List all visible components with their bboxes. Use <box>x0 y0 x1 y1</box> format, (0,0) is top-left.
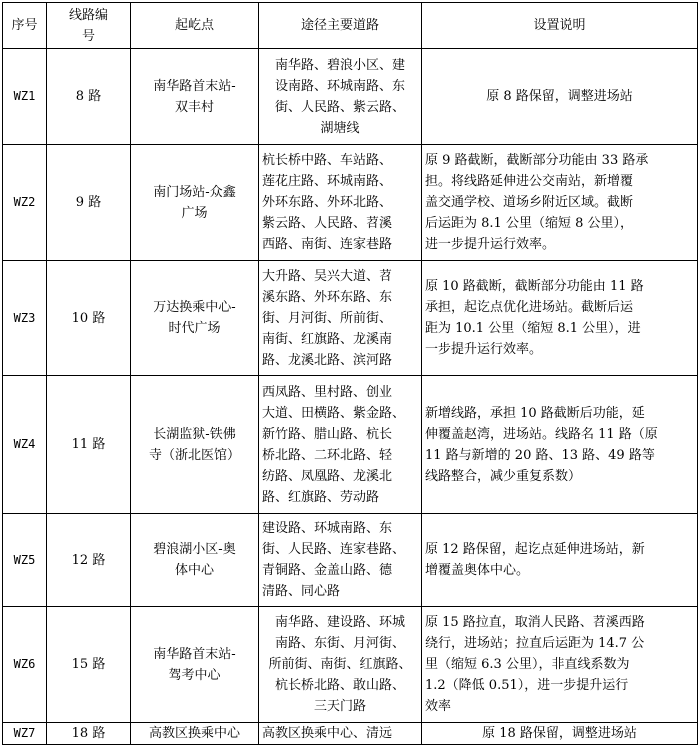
route-id: WZ7 <box>3 723 47 745</box>
route-id: WZ6 <box>3 607 47 723</box>
route-terminals: 南华路首末站- 双丰村 <box>131 49 259 145</box>
route-terminals: 万达换乘中心- 时代广场 <box>131 261 259 376</box>
route-note: 原 15 路拉直，取消人民路、苕溪西路 绕行，进场站；拉直后运距为 14.7 公 里（缩短 6.3 公里），非直线系数为 1.2（降低 0.51），进一步提升运行 效率 <box>422 607 698 723</box>
route-id: WZ3 <box>3 261 47 376</box>
header-row <box>3 3 698 49</box>
route-note: 原 8 路保留，调整进场站 <box>422 49 698 145</box>
route-id: WZ4 <box>3 376 47 514</box>
route-terminals: 碧浪湖小区-奥 体中心 <box>131 514 259 607</box>
header-id: 序号 <box>3 3 47 49</box>
table-row <box>3 145 698 261</box>
table-row <box>3 723 698 745</box>
table-row <box>3 607 698 723</box>
route-line: 15 路 <box>47 607 131 723</box>
route-id: WZ2 <box>3 145 47 261</box>
route-note: 原 10 路截断，截断部分功能由 11 路 承担，起讫点优化进场站。截断后运 距为 10.1 公里（缩短 8.1 公里），进 一步提升运行效率。 <box>422 261 698 376</box>
route-roads: 高教区换乘中心、清远 <box>259 723 422 745</box>
route-line: 18 路 <box>47 723 131 745</box>
route-roads: 杭长桥中路、车站路、 莲花庄路、环城南路、 外环东路、外环北路、 紫云路、人民路、苕溪 西路、南街、连家巷路 <box>259 145 422 261</box>
header-note: 设置说明 <box>422 3 698 49</box>
route-terminals: 南门场站-众鑫 广场 <box>131 145 259 261</box>
header-line: 线路编 号 <box>47 3 131 49</box>
route-note: 原 12 路保留，起讫点延伸进场站，新 增覆盖奥体中心。 <box>422 514 698 607</box>
route-id: WZ5 <box>3 514 47 607</box>
route-table <box>2 2 698 745</box>
table-row <box>3 49 698 145</box>
header-terminals: 起屹点 <box>131 3 259 49</box>
table-row <box>3 261 698 376</box>
route-line: 12 路 <box>47 514 131 607</box>
route-note: 新增线路，承担 10 路截断后功能，延 伸覆盖赵湾，进场站。线路名 11 路（原 11 路与新增的 20 路、13 路、49 路等 线路整合，减少重复系数） <box>422 376 698 514</box>
route-note: 原 9 路截断，截断部分功能由 33 路承 担。将线路延伸进公交南站，新增覆 盖交通学校、道场乡附近区域。截断 后运距为 8.1 公里（缩短 8 公里）， 进一步提升运行效率。 <box>422 145 698 261</box>
header-roads: 途径主要道路 <box>259 3 422 49</box>
route-note: 原 18 路保留，调整进场站 <box>422 723 698 745</box>
route-terminals: 高教区换乘中心 <box>131 723 259 745</box>
route-line: 11 路 <box>47 376 131 514</box>
table-row <box>3 376 698 514</box>
route-roads: 南华路、建设路、环城 南路、东街、月河街、 所前街、南街、红旗路、 杭长桥北路、敢山路、 三天门路 <box>259 607 422 723</box>
route-id: WZ1 <box>3 49 47 145</box>
route-roads: 南华路、碧浪小区、建 设南路、环城南路、东 街、人民路、紫云路、 湖塘线 <box>259 49 422 145</box>
route-roads: 建设路、环城南路、东 街、人民路、连家巷路、 青铜路、金盖山路、德 清路、同心路 <box>259 514 422 607</box>
route-terminals: 长湖监狱-铁佛 寺（浙北医馆） <box>131 376 259 514</box>
route-terminals: 南华路首末站- 驾考中心 <box>131 607 259 723</box>
route-roads: 西凤路、里村路、创业 大道、田横路、紫金路、 新竹路、腊山路、杭长 桥北路、二环北路、轻 纺路、凤凰路、龙溪北 路、红旗路、劳动路 <box>259 376 422 514</box>
route-line: 9 路 <box>47 145 131 261</box>
route-roads: 大升路、吴兴大道、苕 溪东路、外环东路、东 街、月河街、所前街、 南街、红旗路、龙溪南 路、龙溪北路、滨河路 <box>259 261 422 376</box>
route-line: 10 路 <box>47 261 131 376</box>
table-row <box>3 514 698 607</box>
route-line: 8 路 <box>47 49 131 145</box>
